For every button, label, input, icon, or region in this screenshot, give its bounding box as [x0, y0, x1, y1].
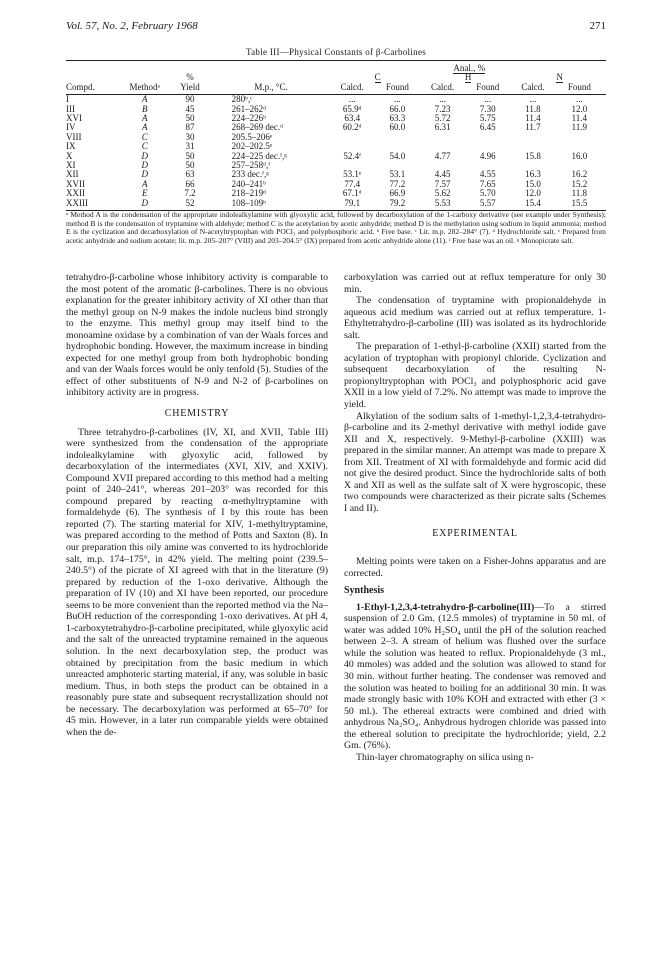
table-cell: 87: [185, 122, 195, 133]
pct-symbol: %: [186, 72, 194, 83]
table-cell: 54.0: [389, 150, 406, 161]
table-cell: 60.0: [389, 122, 406, 133]
table-cell: 63: [185, 169, 195, 180]
table-cell: 4.55: [479, 169, 496, 180]
table-cell: 5.53: [423, 199, 462, 211]
table-cell: 205.5–206ᵉ: [231, 131, 273, 142]
group-n: N: [556, 72, 563, 83]
table-cell: [333, 133, 372, 142]
table-cell: 16.0: [571, 150, 588, 161]
table-cell: 45: [185, 103, 195, 114]
table-cell: 7.57: [434, 178, 451, 189]
table-cell: 66.0: [389, 103, 406, 114]
table-cell: 65.9ᵈ: [342, 103, 362, 114]
table-cell: 52: [170, 199, 209, 211]
header-row-groups: [66, 64, 606, 73]
table-caption: Table III—Physical Constants of β-Carbolines: [245, 47, 427, 57]
table-cell: 90: [185, 94, 195, 105]
table-cell: XXII: [66, 188, 85, 199]
table-footnote: ᵃ Method A is the condensation of the appropriate indolealkylamine with glyoxylic acid, followed by decarboxylation of the 1-carboxy derivative (see example under Synthesis); method B is the condensation of tryptamine with aldehyde; method C is the acetylation by acetic anhydride; method D is the methylation using sodium in liquid ammonia; method E is the cyclization and decarboxylation of N-acetyltryptophan with POCl₃ and polyphosphoric acid. ᵇ Free base. ᶜ Lit. m.p. 282–284° (7). ᵈ Hydrochloride salt. ᵉ Prepared from acetic anhydride and sodium acetate; lit. m.p. 205–207° (VIII) and 203–204.5° (IX) prepared from acetic anhydride alone (11). ᶠ Free base was an oil. ᵍ Monopicrate salt.: [66, 210, 606, 245]
table-cell: 257–258ᵈ,ᶠ: [231, 160, 271, 171]
table-cell: 53.1ᵉ: [343, 169, 362, 180]
table-cell: 5.72: [434, 113, 451, 124]
paragraph: carboxylation was carried out at reflux temperature for only 30 min.: [344, 272, 606, 295]
table-cell: [462, 133, 513, 142]
table-cell: 79.1: [333, 199, 372, 211]
table-cell: 202–202.5ᵉ: [231, 141, 273, 152]
table-cell: XXIII: [66, 199, 119, 211]
table-body: [66, 95, 606, 211]
table-cell: ...: [484, 94, 492, 105]
paragraph: Thin-layer chromatography on silica using n-: [356, 751, 534, 763]
table-cell: 15.8: [525, 150, 541, 161]
table-cell: D: [141, 160, 149, 171]
group-h: H: [464, 72, 472, 83]
column-header: Calcd.: [423, 83, 462, 95]
table-cell: ...: [394, 94, 401, 105]
table-cell: 218–219ᵈ: [231, 188, 266, 199]
table-cell: 7.23: [434, 103, 451, 114]
table-cell: 5.57: [462, 199, 513, 211]
table-cell: 7.65: [479, 178, 496, 189]
table-cell: D: [141, 150, 149, 161]
table-cell: D: [141, 169, 149, 180]
column-header: Calcd.: [333, 83, 372, 95]
table-cell: [372, 133, 423, 142]
table-cell: 11.8: [525, 103, 541, 114]
table-cell: E: [142, 188, 148, 199]
column-header: M.p., °C.: [210, 83, 333, 95]
group-c: C: [374, 72, 381, 83]
table-row: [66, 199, 606, 211]
table-cell: 11.8: [571, 188, 588, 199]
table-cell: 63.3: [389, 113, 406, 124]
table-cell: 224–226ᵇ: [231, 113, 266, 124]
column-header: Found: [462, 83, 513, 95]
paragraph: Alkylation of the sodium salts of 1-methyl-1,2,3,4-tetrahydro-β-carboline and its 2-methyl derivative with methyl iodide gave XII and X, respectively. 9-Methyl-β-carboline (XXIII) was prepared in the similar manner. An attempt was made to prepare X from XII. Treatment of XI with formaldehyde and formic acid did not give the desired product. Since the hydrochloride salts of both X and XII as well as the sulfate salt of X were hygroscopic, these two compounds were characterized as their picrate salts (Schemes I and II).: [344, 410, 606, 514]
table-cell: 50: [185, 113, 195, 124]
table-cell: A: [142, 94, 148, 105]
table-cell: 15.5: [553, 199, 606, 211]
table-cell: 60.2ᵈ: [342, 122, 362, 133]
table-cell: 77.4: [344, 178, 361, 189]
table-cell: [423, 133, 462, 142]
column-header: Compd.: [66, 83, 119, 95]
table-cell: ...: [575, 94, 583, 105]
table-cell: 12.0: [571, 103, 588, 114]
table-cell: XVI: [66, 113, 82, 124]
table-cell: 5.62: [434, 188, 451, 199]
table-cell: 12.0: [525, 188, 541, 199]
table-cell: 15.4: [513, 199, 552, 211]
anal-label: Anal., %: [453, 63, 486, 73]
paragraph: [344, 602, 606, 752]
table-cell: 4.45: [434, 169, 451, 180]
table-cell: 77.2: [389, 178, 406, 189]
table-cell: 63.4: [344, 113, 361, 124]
table-cell: 6.31: [434, 122, 451, 133]
physical-constants-table: [66, 60, 606, 211]
paragraph: tetrahydro-β-carboline whose inhibitory activity is comparable to the most potent of the aromatic β-carbolines. There is no obvious explanation for the greater inhibitory activity of XI other than that the methyl group on N-9 makes the indole nucleus bind strongly to the enzyme. This methyl group may itself bind to the monoamine oxidase by a combination of van der Waals forces and hydrophobic bonding. However, the maximum increase in binding expected for one methyl group from both hydrophobic bonding and van der Waals forces would be only tenfold (5). Studies of the effect of other substituents of N-9 and N-2 of β-carbolines on inhibitory activity are in progress.: [66, 272, 328, 399]
table-cell: 67.1ᵈ: [342, 188, 362, 199]
compound-title: 1-Ethyl-1,2,3,4-tetrahydro-β-carboline(III): [356, 601, 535, 613]
table-cell: 6.45: [479, 122, 496, 133]
paragraph: The preparation of 1-ethyl-β-carboline (XXII) started from the acylation of tryptophan with propionyl chloride. Cyclization and subsequent decarboxylation of the resulting N-propionyltryptophan with POCl₃ and polyphosphoric acid gave XXII in a low yield of 7.2%. No attempt was made to improve the yield.: [344, 341, 606, 411]
table-cell: IV: [66, 122, 76, 133]
column-header: Methodᵃ: [119, 83, 170, 95]
table-cell: 4.77: [434, 150, 451, 161]
subsection-heading-synthesis: Synthesis: [344, 585, 385, 597]
table-cell: A: [142, 178, 148, 189]
table-cell: I: [66, 94, 69, 105]
table-cell: ...: [439, 94, 446, 105]
section-heading-chemistry: CHEMISTRY: [164, 408, 230, 420]
column-header: Found: [553, 83, 606, 95]
table-cell: 53.1: [389, 169, 406, 180]
running-header: [66, 20, 606, 34]
table-cell: 66: [185, 178, 195, 189]
table-cell: 31: [185, 141, 195, 152]
table-cell: 7.30: [479, 103, 496, 114]
journal-citation: Vol. 57, No. 2, February 1968: [66, 20, 198, 32]
table-cell: C: [141, 141, 148, 152]
table-cell: 16.2: [571, 169, 588, 180]
table-cell: 52.4ᶠ: [343, 150, 362, 161]
table-cell: 108–109ᵇ: [210, 199, 333, 211]
table-cell: IX: [66, 141, 76, 152]
column-header: Yield: [170, 83, 209, 95]
table-cell: 66.9: [389, 188, 406, 199]
table-cell: 11.4: [571, 113, 588, 124]
table-cell: III: [66, 103, 75, 114]
table-cell: 16.3: [525, 169, 541, 180]
table-cell: 5.75: [479, 113, 496, 124]
table-cell: 5.70: [479, 188, 496, 199]
page-number: 271: [589, 20, 606, 32]
table-cell: 11.9: [571, 122, 588, 133]
table-cell: 50: [185, 150, 195, 161]
left-column: [66, 272, 328, 738]
table-cell: 7.2: [184, 188, 196, 199]
table-cell: 79.2: [372, 199, 423, 211]
table-cell: 240–241ᵇ: [231, 178, 266, 189]
table-cell: [513, 133, 552, 142]
table-cell: B: [142, 103, 148, 114]
table-cell: XII: [66, 169, 79, 180]
table-cell: XVII: [66, 178, 85, 189]
table-cell: 4.96: [479, 150, 496, 161]
table-cell: A: [142, 113, 148, 124]
column-header: Found: [372, 83, 423, 95]
table-cell: 233 dec.ᶠ,ᵍ: [231, 169, 269, 180]
column-header: Calcd.: [513, 83, 552, 95]
table-cell: ...: [529, 94, 537, 105]
table-cell: 11.4: [525, 113, 541, 124]
table-cell: XI: [66, 160, 76, 171]
table-cell: 261–262ᵈ: [231, 103, 266, 114]
column-header-row: [66, 83, 606, 95]
table-cell: 11.7: [525, 122, 541, 133]
table-cell: [553, 133, 606, 142]
table-cell: 30: [185, 131, 195, 142]
table-cell: 15.2: [571, 178, 588, 189]
right-column: [344, 272, 606, 763]
table-cell: X: [66, 150, 73, 161]
paragraph: Melting points were taken on a Fisher-Johns apparatus and are corrected.: [344, 556, 606, 579]
table-cell: 268–269 dec.ᵈ: [231, 122, 283, 133]
table-cell: D: [119, 199, 170, 211]
paragraph: The condensation of tryptamine with propionaldehyde in aqueous acid medium was carried out at reflux temperature. 1-Ethyltetrahydro-β-carboline (III) was isolated as its hydrochloride salt.: [344, 295, 606, 341]
table-cell: 224–225 dec.ᶠ,ᵍ: [231, 150, 287, 161]
table-cell: 15.0: [525, 178, 541, 189]
section-heading-experimental: EXPERIMENTAL: [432, 528, 518, 540]
table-cell: 280ᵇ,ᶜ: [231, 94, 253, 105]
table-cell: 50: [185, 160, 195, 171]
table-cell: VIII: [66, 131, 82, 142]
table-cell: A: [142, 122, 148, 133]
table-cell: ...: [348, 94, 356, 105]
table-cell: C: [141, 131, 148, 142]
paragraph: Three tetrahydro-β-carbolines (IV, XI, and XVII, Table III) were synthesized from the condensation of the appropriate indolealkylamine with glyoxylic acid, followed by decarboxylation of the intermediates (XVI, XIV, and XXIV). Compound XVII prepared according to this method had a melting point of 240–241°, whereas 201–203° was recorded for this compound prepared by reacting α-methyltryptamine with formaldehyde (6). The synthesis of I by this route has been reported (7). The starting material for XIV, 1-methyltryptamine, was prepared according to the method of Potts and Saxton (8). In our preparation this oily amine was converted to its hydrochloride salt, m.p. 174–175°, in 42% yield. The melting point (239.5–240.5°) of the picrate of XI agreed with that in the literature (9) prepared by reduction of the 1-oxo derivative. Although the preparation of IV (10) and XI have been reported, our procedure seems to be more convenient than the reported method via the Na–BuOH reduction of the corresponding 1-oxo derivatives. At pH 4, 1-carboxytetrahydro-β-carboline precipitated, while glyoxylic acid and the salt of the unreacted tryptamine remained in the aqueous solution. In the next decarboxylation step, the product was obtained by precipitation from the basic medium in which unreacted amphoteric starting material, if any, was soluble in basic medium. Thus, in both steps the product can be obtained in a reasonably pure state and subsequent recrystallization should not be necessary. The decarboxylation was performed at 65–70° for 45 min. However, in a later run comparable yields were obtained when the de-: [66, 426, 328, 738]
procedure-text: —To a stirred suspension of 2.0 Gm. (12.5 mmoles) of tryptamine in 50 ml. of water was added 10% H₂SO₄ until the pH of the solution reached between 2–3. A stream of helium was flushed over the surface while the solution was heated to reflux. Propionaldehyde (3 ml., 40 mmoles) was added and the solution was allowed to stand for 30 min. without further heating. The condenser was removed and the solution was heated to boiling for an additional 30 min. It was made strongly basic with 10% KOH and extracted with ether (3 × 50 ml.). The ethereal extracts were combined and dried with anhydrous Na₂SO₄. Anhydrous hydrogen chloride was passed into the ethereal solution to precipitate the hydrochloride; yield, 2.2 Gm. (76%).: [344, 601, 606, 752]
